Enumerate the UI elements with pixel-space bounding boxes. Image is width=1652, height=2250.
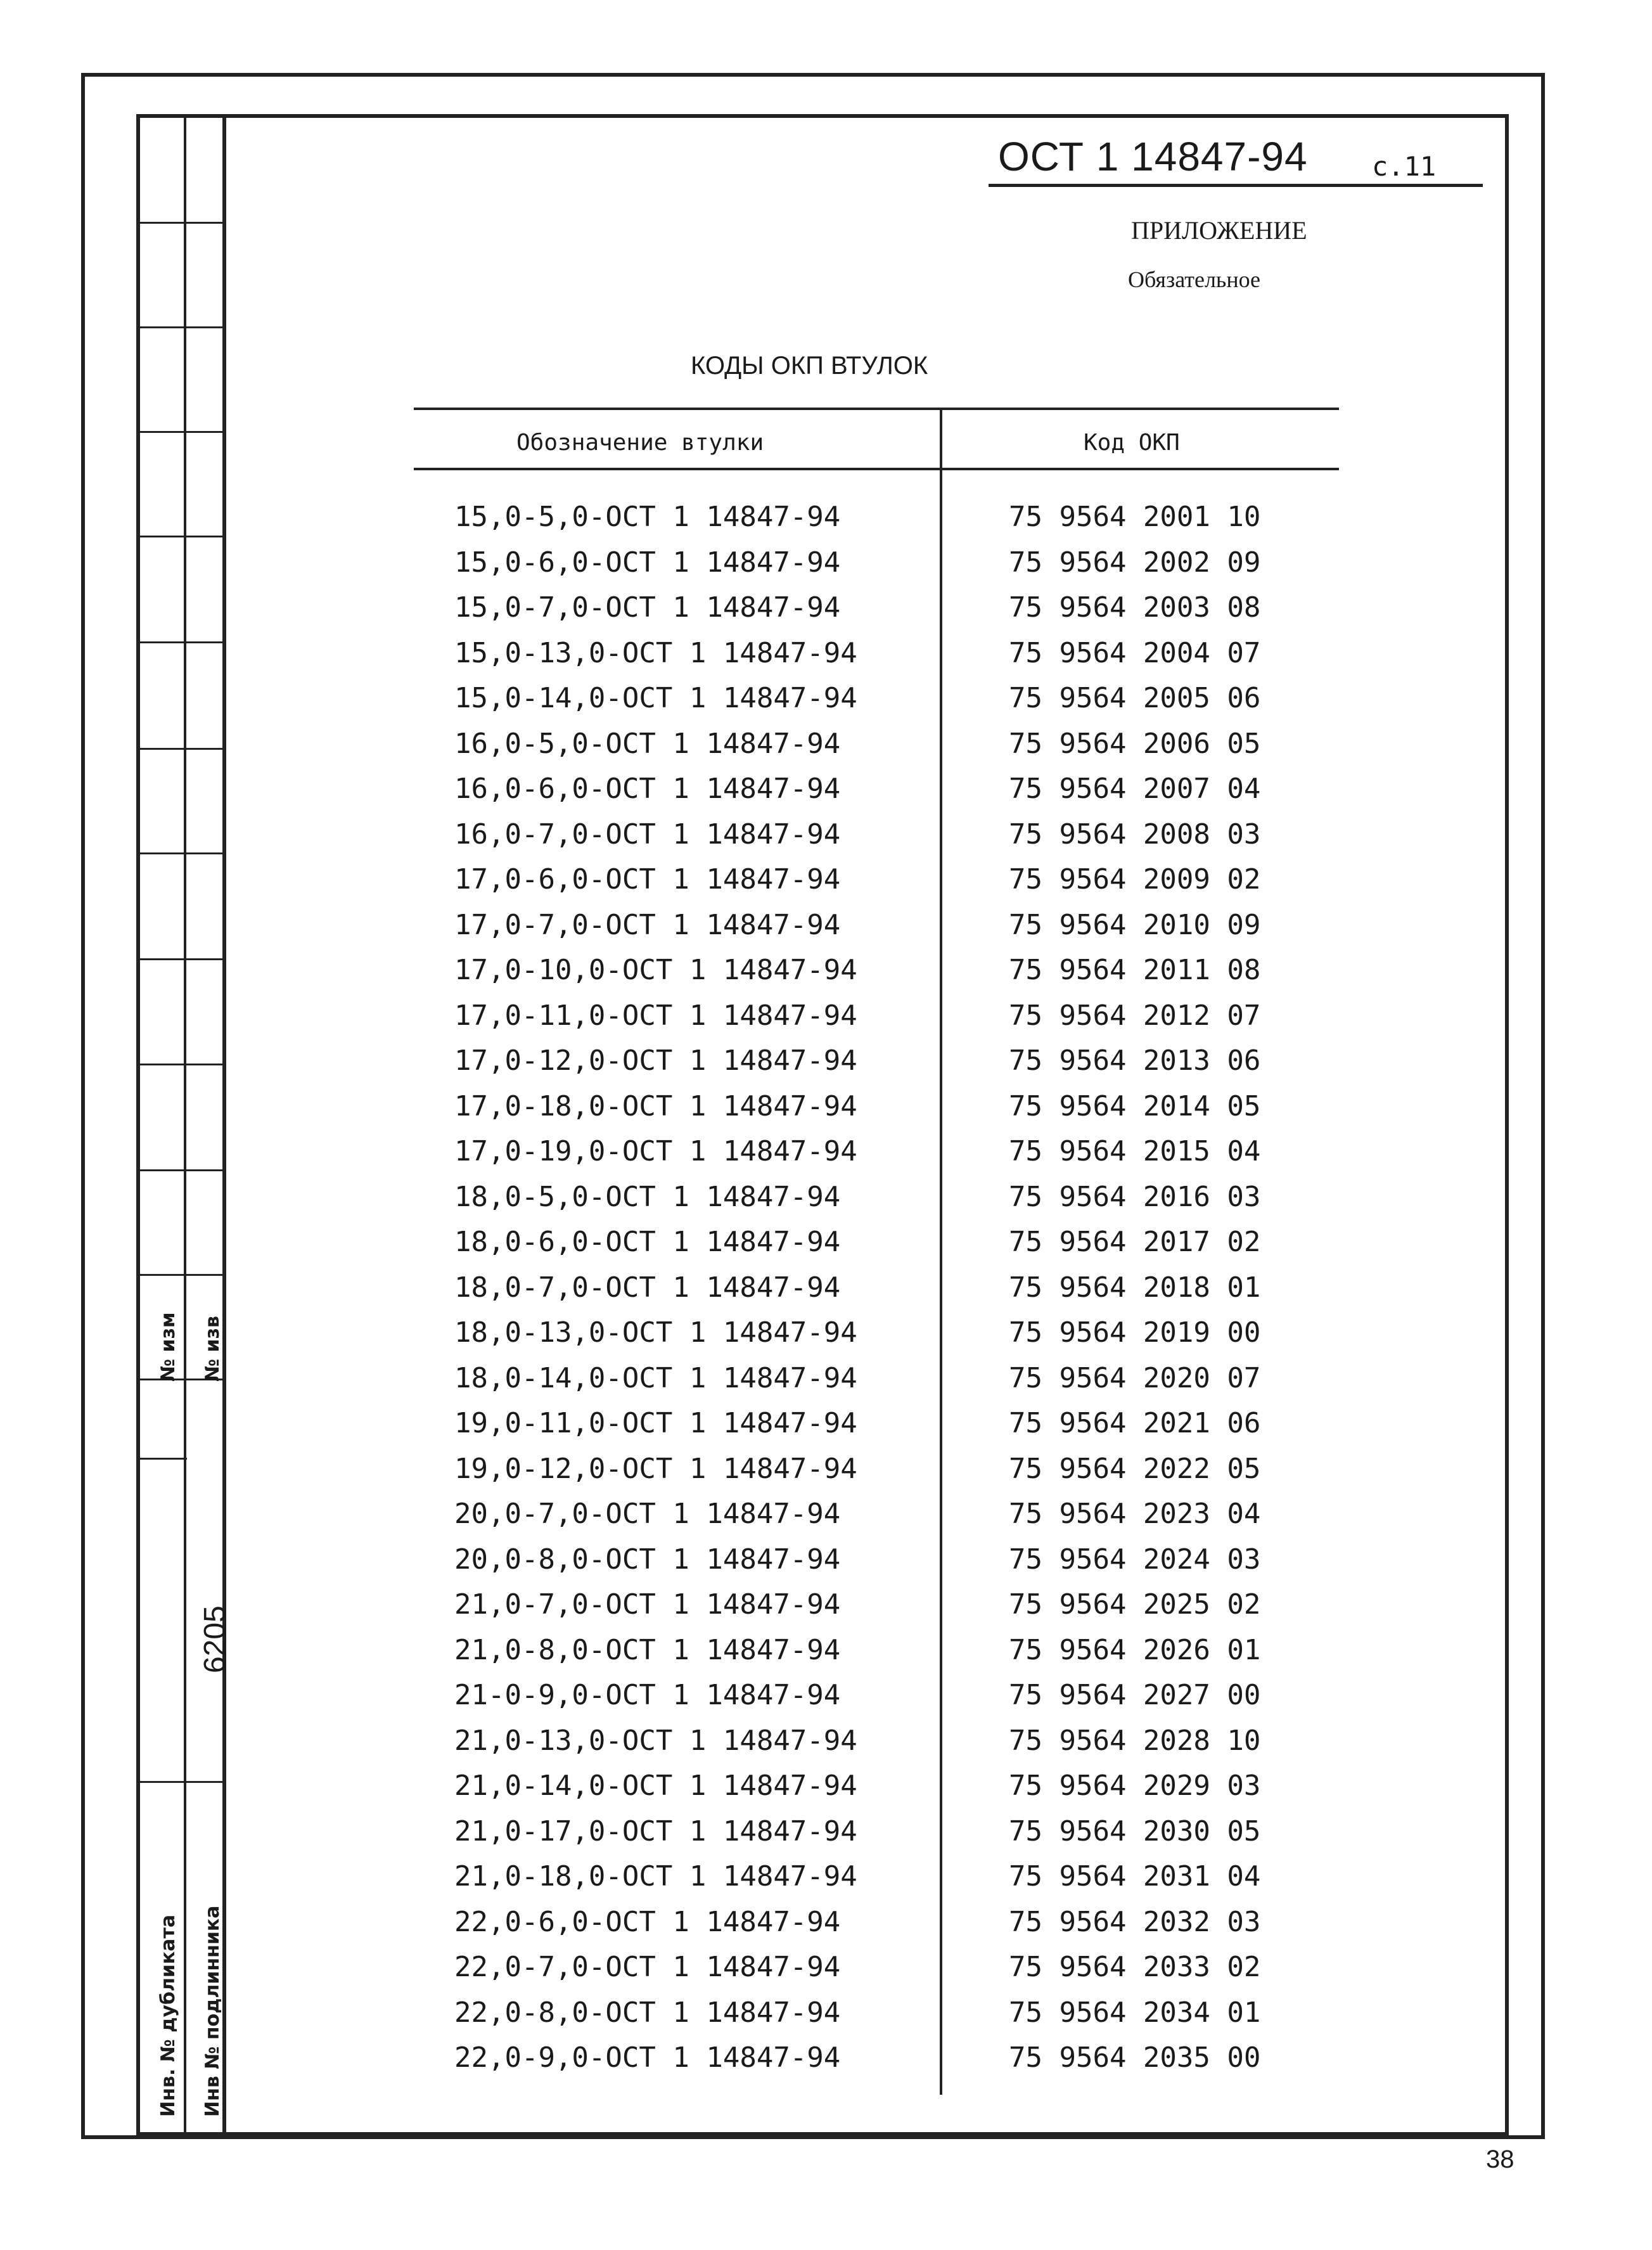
table-header-rule [414, 468, 1339, 470]
strip-cell-line [136, 748, 226, 750]
side-strip [136, 114, 226, 2136]
table-row [416, 1129, 1322, 1174]
table-row [416, 1854, 1322, 1900]
strip-cell-line [136, 326, 226, 328]
bushing-designation: 16,0-6,0-ОСТ 1 14847-94 [454, 773, 841, 805]
bushing-designation: 15,0-13,0-ОСТ 1 14847-94 [454, 636, 857, 669]
okp-code: 75 9564 2029 03 [1009, 1770, 1261, 1802]
table-row [416, 1038, 1322, 1084]
table-row [416, 1084, 1322, 1129]
table-row [416, 676, 1322, 721]
okp-code: 75 9564 2012 07 [1009, 999, 1261, 1032]
okp-code: 75 9564 2034 01 [1009, 1996, 1261, 2029]
strip-cell-line [136, 958, 226, 960]
strip-cell-line [136, 641, 226, 643]
column-header-designation: Обозначение втулки [516, 430, 764, 456]
table-row [416, 1401, 1322, 1446]
bushing-designation: 18,0-6,0-ОСТ 1 14847-94 [454, 1226, 841, 1258]
column-header-okp-code: Код ОКП [1084, 430, 1180, 456]
okp-code: 75 9564 2016 03 [1009, 1180, 1261, 1213]
table-row [416, 2035, 1322, 2081]
bushing-designation: 18,0-14,0-ОСТ 1 14847-94 [454, 1361, 857, 1394]
strip-label-inv-pod: Инв № подлинника [202, 1905, 224, 2117]
table-row [416, 1582, 1322, 1628]
table-row [416, 1446, 1322, 1492]
strip-cell-line [136, 1064, 226, 1065]
appendix-subheading: Обязательное [1128, 267, 1261, 292]
strip-label-inv-dub: Инв. № дубликата [157, 1914, 179, 2117]
bushing-designation: 22,0-9,0-ОСТ 1 14847-94 [454, 2041, 841, 2074]
table-row [416, 903, 1322, 948]
bushing-designation: 21-0-9,0-ОСТ 1 14847-94 [454, 1679, 841, 1711]
bushing-designation: 21,0-7,0-ОСТ 1 14847-94 [454, 1588, 841, 1621]
page-number-label: с.11 [1372, 151, 1437, 182]
bushing-designation: 15,0-5,0-ОСТ 1 14847-94 [454, 501, 841, 533]
table-row [416, 1265, 1322, 1311]
strip-label-izv: № изв [202, 1316, 224, 1382]
okp-code: 75 9564 2008 03 [1009, 818, 1261, 851]
table-title: КОДЫ ОКП ВТУЛОК [691, 352, 928, 380]
document-title: ОСТ 1 14847-94 [998, 134, 1308, 179]
bushing-designation: 17,0-18,0-ОСТ 1 14847-94 [454, 1090, 857, 1122]
okp-code: 75 9564 2003 08 [1009, 591, 1261, 624]
appendix-heading: ПРИЛОЖЕНИЕ [1131, 216, 1307, 245]
okp-code: 75 9564 2033 02 [1009, 1951, 1261, 1983]
okp-code: 75 9564 2028 10 [1009, 1724, 1261, 1757]
table-row [416, 721, 1322, 767]
table-row [416, 1718, 1322, 1764]
bushing-designation: 15,0-6,0-ОСТ 1 14847-94 [454, 546, 841, 579]
table-row [416, 1628, 1322, 1673]
table-row [416, 540, 1322, 586]
inventory-number: 6205 [198, 1605, 232, 1673]
bushing-designation: 21,0-17,0-ОСТ 1 14847-94 [454, 1815, 857, 1848]
okp-code: 75 9564 2017 02 [1009, 1226, 1261, 1258]
bushing-designation: 21,0-8,0-ОСТ 1 14847-94 [454, 1633, 841, 1666]
bushing-designation: 17,0-6,0-ОСТ 1 14847-94 [454, 863, 841, 896]
table-row [416, 585, 1322, 631]
okp-code: 75 9564 2030 05 [1009, 1815, 1261, 1848]
bushing-designation: 20,0-8,0-ОСТ 1 14847-94 [454, 1543, 841, 1576]
strip-cell-line [136, 1169, 226, 1171]
table-row [416, 1219, 1322, 1265]
okp-code: 75 9564 2010 09 [1009, 908, 1261, 941]
bushing-designation: 17,0-10,0-ОСТ 1 14847-94 [454, 954, 857, 986]
strip-cell-line [136, 222, 226, 224]
okp-code: 75 9564 2018 01 [1009, 1271, 1261, 1304]
bushing-designation: 15,0-7,0-ОСТ 1 14847-94 [454, 591, 841, 624]
table-row [416, 857, 1322, 903]
strip-cell-line [136, 1781, 226, 1783]
okp-code: 75 9564 2024 03 [1009, 1543, 1261, 1576]
okp-code: 75 9564 2006 05 [1009, 727, 1261, 760]
table-row [416, 812, 1322, 858]
bushing-designation: 22,0-7,0-ОСТ 1 14847-94 [454, 1951, 841, 1983]
bushing-designation: 17,0-19,0-ОСТ 1 14847-94 [454, 1135, 857, 1167]
okp-code: 75 9564 2023 04 [1009, 1498, 1261, 1530]
strip-cell-line [136, 431, 226, 433]
bushing-designation: 19,0-12,0-ОСТ 1 14847-94 [454, 1452, 857, 1485]
bushing-designation: 21,0-18,0-ОСТ 1 14847-94 [454, 1860, 857, 1893]
bushing-designation: 17,0-11,0-ОСТ 1 14847-94 [454, 999, 857, 1032]
table-row [416, 1174, 1322, 1220]
strip-cell-line [136, 852, 226, 854]
table-row [416, 1900, 1322, 1945]
bushing-designation: 15,0-14,0-ОСТ 1 14847-94 [454, 682, 857, 714]
bushing-designation: 22,0-8,0-ОСТ 1 14847-94 [454, 1996, 841, 2029]
okp-code: 75 9564 2019 00 [1009, 1316, 1261, 1349]
okp-code: 75 9564 2025 02 [1009, 1588, 1261, 1621]
okp-code: 75 9564 2007 04 [1009, 773, 1261, 805]
bushing-designation: 20,0-7,0-ОСТ 1 14847-94 [454, 1498, 841, 1530]
okp-code: 75 9564 2011 08 [1009, 954, 1261, 986]
okp-code: 75 9564 2014 05 [1009, 1090, 1261, 1122]
okp-code: 75 9564 2015 04 [1009, 1135, 1261, 1167]
table-row [416, 766, 1322, 812]
table-row [416, 1990, 1322, 2036]
okp-code: 75 9564 2013 06 [1009, 1045, 1261, 1077]
bushing-designation: 22,0-6,0-ОСТ 1 14847-94 [454, 1905, 841, 1938]
strip-cell-line [136, 536, 226, 537]
okp-code: 75 9564 2002 09 [1009, 546, 1261, 579]
okp-code: 75 9564 2021 06 [1009, 1407, 1261, 1439]
table-row [416, 1491, 1322, 1537]
bushing-designation: 16,0-7,0-ОСТ 1 14847-94 [454, 818, 841, 851]
bushing-designation: 17,0-12,0-ОСТ 1 14847-94 [454, 1045, 857, 1077]
bushing-designation: 19,0-11,0-ОСТ 1 14847-94 [454, 1407, 857, 1439]
bushing-designation: 18,0-5,0-ОСТ 1 14847-94 [454, 1180, 841, 1213]
table-row [416, 1537, 1322, 1583]
strip-label-izm: № изм [157, 1312, 179, 1382]
table-row [416, 1763, 1322, 1809]
table-row [416, 1673, 1322, 1718]
bushing-designation: 21,0-14,0-ОСТ 1 14847-94 [454, 1770, 857, 1802]
table-row [416, 1945, 1322, 1990]
strip-cell-line [136, 1458, 187, 1460]
okp-code: 75 9564 2001 10 [1009, 501, 1261, 533]
okp-code: 75 9564 2020 07 [1009, 1361, 1261, 1394]
okp-code: 75 9564 2035 00 [1009, 2041, 1261, 2074]
okp-code: 75 9564 2027 00 [1009, 1679, 1261, 1711]
okp-code: 75 9564 2004 07 [1009, 636, 1261, 669]
bushing-designation: 21,0-13,0-ОСТ 1 14847-94 [454, 1724, 857, 1757]
table-row [416, 631, 1322, 676]
okp-code: 75 9564 2005 06 [1009, 682, 1261, 714]
table-row [416, 1809, 1322, 1855]
table-row [416, 1356, 1322, 1401]
table-row [416, 993, 1322, 1039]
title-underline [989, 184, 1483, 187]
okp-code: 75 9564 2032 03 [1009, 1905, 1261, 1938]
bushing-designation: 18,0-13,0-ОСТ 1 14847-94 [454, 1316, 857, 1349]
table-row [416, 948, 1322, 993]
okp-code: 75 9564 2022 05 [1009, 1452, 1261, 1485]
table-row [416, 494, 1322, 540]
side-strip-divider [184, 114, 186, 2136]
table-top-rule [414, 408, 1339, 410]
bushing-designation: 17,0-7,0-ОСТ 1 14847-94 [454, 908, 841, 941]
bushing-designation: 18,0-7,0-ОСТ 1 14847-94 [454, 1271, 841, 1304]
okp-code: 75 9564 2031 04 [1009, 1860, 1261, 1893]
table-row [416, 1310, 1322, 1356]
sheet-number: 38 [1486, 2145, 1514, 2173]
okp-code: 75 9564 2026 01 [1009, 1633, 1261, 1666]
strip-cell-line [136, 1274, 226, 1276]
bushing-designation: 16,0-5,0-ОСТ 1 14847-94 [454, 727, 841, 760]
okp-code: 75 9564 2009 02 [1009, 863, 1261, 896]
